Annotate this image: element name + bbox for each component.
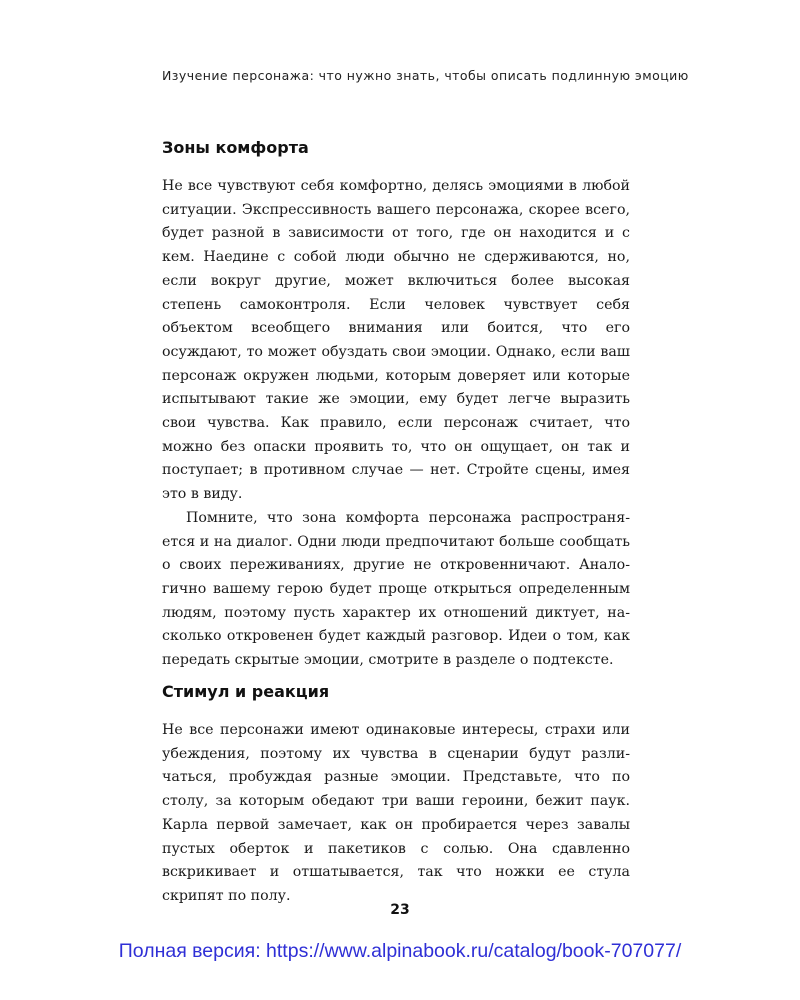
section-comfort-zones bbox=[162, 137, 630, 673]
page-number: 23 bbox=[390, 902, 410, 918]
full-version-url[interactable]: https://www.alpinabook.ru/catalog/book-707077/ bbox=[266, 940, 682, 962]
section-heading: Стимул и реакция bbox=[162, 682, 330, 701]
running-header: Изучение персонажа: что нужно знать, чтобы описать подлинную эмоцию bbox=[162, 68, 689, 83]
full-version-label: Полная версия: bbox=[118, 940, 261, 962]
full-version-link[interactable] bbox=[0, 940, 800, 963]
body-paragraph: Не все чувствуют себя комфортно, делясь эмоциями в любой ситуации. Экспрессивность вашего персонажа, скорее всего, будет разной в зависимости от того, где он находится и с кем. Наедине с собой люди обычно не сдерживаются, но, если вокруг другие, может включиться более высокая степень самоконтроля. Если человек чувствует себя объектом всеобщего внимания или боится, что его осуждают, то может обуздать свои эмоции. Однако, если ваш персонаж окружен людьми, которым доверяет или которые испытывают такие же эмоции, ему будет легче выразить свои чувства. Как правило, если персонаж считает, что можно без опаски проявить то, что он ощущает, он так и поступает; в противном случае — нет. Стройте сцены, имея это в виду. bbox=[162, 178, 630, 503]
body-paragraph: Помните, что зона комфорта персонажа распространяется и на диалог. Одни люди предпочитают больше сообщать о своих переживаниях, другие не откровенничают. Аналогично вашему герою будет проще открыться определенным людям, поэтому пусть характер их отношений диктует, насколько откровенен будет каждый разговор. Идеи о том, как передать скрытые эмоции, смотрите в разделе о подтексте. bbox=[162, 509, 630, 669]
section-heading: Зоны комфорта bbox=[162, 138, 309, 157]
body-paragraph: Не все персонажи имеют одинаковые интересы, страхи или убеждения, поэтому их чувства в сценарии будут различаться, пробуждая разные эмоции. Представьте, что по столу, за которым обедают три ваши героини, бежит паук. Карла первой замечает, как он пробирается через завалы пустых оберток и пакетиков с солью. Она сдавленно вскрикивает и отшатывается, так что ножки ее стула скрипят по полу. bbox=[162, 722, 630, 904]
section-stimulus-reaction bbox=[162, 681, 630, 909]
